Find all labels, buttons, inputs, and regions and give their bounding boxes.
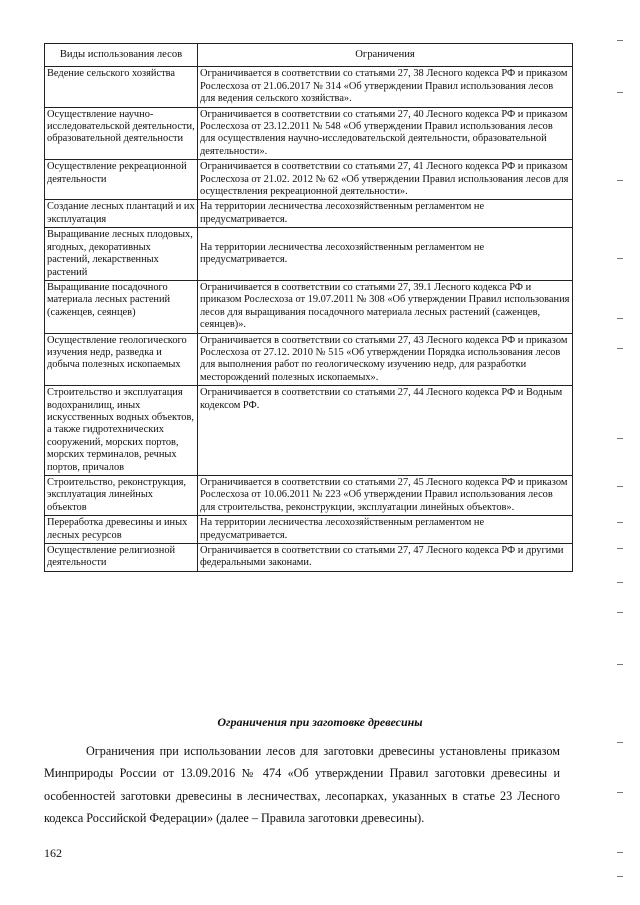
restriction-cell: Ограничивается в соответствии со статьями 27, 43 Лесного кодекса РФ и приказом Рослесхоза от 27.12. 2010 № 515 «Об утверждении Порядка использования лесов для выполнения работ по геологическому изучению недр, для разработки месторождений полезных ископаемых». — [198, 333, 573, 386]
restriction-cell: Ограничивается в соответствии со статьями 27, 44 Лесного кодекса РФ и Водным кодексом РФ. — [198, 386, 573, 476]
use-cell: Осуществление научно-исследовательской деятельности, образовательной деятельности — [45, 107, 198, 160]
restriction-cell: Ограничивается в соответствии со статьями 27, 39.1 Лесного кодекса РФ и приказом Рослесхоза от 19.07.2011 № 308 «Об утверждении Правил использования лесов для выращивания посадочного материала лесных растений (саженцев, сеянцев)». — [198, 280, 573, 333]
restriction-cell: Ограничивается в соответствии со статьями 27, 40 Лесного кодекса РФ и приказом Рослесхоза от 23.12.2011 № 548 «Об утверждении Правил использования лесов для осуществления научно-исследовательской деятельности, образовательной деятельности». — [198, 107, 573, 160]
scan-edge-marks — [617, 0, 637, 905]
table-row — [45, 544, 573, 572]
use-cell: Создание лесных плантаций и их эксплуатация — [45, 200, 198, 228]
table-row — [45, 67, 573, 107]
use-cell: Выращивание посадочного материала лесных растений (саженцев, сеянцев) — [45, 280, 198, 333]
table-row — [45, 107, 573, 160]
restriction-cell: Ограничивается в соответствии со статьями 27, 38 Лесного кодекса РФ и приказом Рослесхоза от 21.06.2017 № 314 «Об утверждении Правил использования лесов для ведения сельского хозяйства». — [198, 67, 573, 107]
restriction-cell: Ограничивается в соответствии со статьями 27, 47 Лесного кодекса РФ и другими федеральными законами. — [198, 544, 573, 572]
restriction-cell: Ограничивается в соответствии со статьями 27, 45 Лесного кодекса РФ и приказом Рослесхоза от 10.06.2011 № 223 «Об утверждении Правил использования лесов для строительства, реконструкции, эксплуатации линейных объектов». — [198, 476, 573, 516]
table-row — [45, 386, 573, 476]
table-row — [45, 228, 573, 281]
use-cell: Строительство, реконструкция, эксплуатация линейных объектов — [45, 476, 198, 516]
body-paragraph: Ограничения при использовании лесов для заготовки древесины установлены приказом Минприроды России от 13.09.2016 № 474 «Об утверждении Правил заготовки древесины и особенностей заготовки древесины в лесничествах, лесопарках, указанных в статье 23 Лесного кодекса Российской Федерации» (далее – Правила заготовки древесины). — [44, 744, 560, 826]
use-cell: Переработка древесины и иных лесных ресурсов — [45, 516, 198, 544]
header-restrictions: Ограничения — [198, 44, 573, 67]
restriction-cell: На территории лесничества лесохозяйственным регламентом не предусматривается. — [198, 516, 573, 544]
section-title: Ограничения при заготовке древесины — [217, 715, 423, 729]
restrictions-table-container — [44, 43, 572, 572]
table-row — [45, 476, 573, 516]
use-cell: Строительство и эксплуатация водохранилищ, иных искусственных водных объектов, а также гидротехнических сооружений, морских портов, морских терминалов, речных портов, причалов — [45, 386, 198, 476]
use-cell: Выращивание лесных плодовых, ягодных, декоративных растений, лекарственных растений — [45, 228, 198, 281]
table-header-row — [45, 44, 573, 67]
header-use-types: Виды использования лесов — [45, 44, 198, 67]
table-row — [45, 280, 573, 333]
page-number: 162 — [44, 846, 62, 860]
restriction-cell: На территории лесничества лесохозяйственным регламентом не предусматривается. — [198, 228, 573, 281]
use-cell: Осуществление геологического изучения недр, разведка и добыча полезных ископаемых — [45, 333, 198, 386]
use-cell: Ведение сельского хозяйства — [45, 67, 198, 107]
table-row — [45, 333, 573, 386]
use-cell: Осуществление рекреационной деятельности — [45, 160, 198, 200]
restriction-cell: На территории лесничества лесохозяйственным регламентом не предусматривается. — [198, 200, 573, 228]
restriction-cell: Ограничивается в соответствии со статьями 27, 41 Лесного кодекса РФ и приказом Рослесхоза от 21.02. 2012 № 62 «Об утверждении Правил использования лесов для осуществления рекреационной деятельности». — [198, 160, 573, 200]
table-row — [45, 200, 573, 228]
table-row — [45, 160, 573, 200]
use-cell: Осуществление религиозной деятельности — [45, 544, 198, 572]
table-row — [45, 516, 573, 544]
restrictions-table — [44, 43, 573, 572]
